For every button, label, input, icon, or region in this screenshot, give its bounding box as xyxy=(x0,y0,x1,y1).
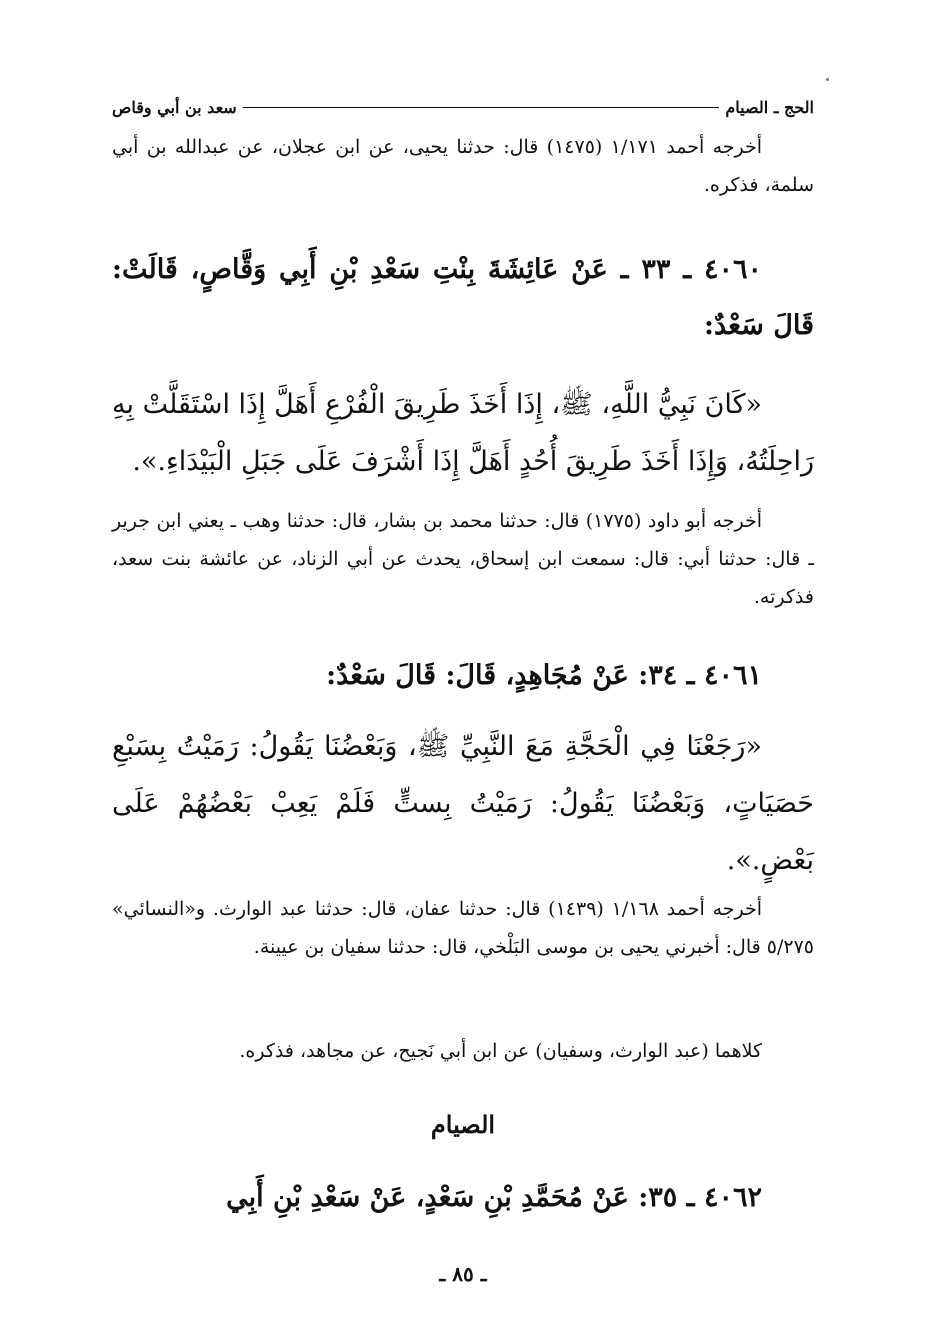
header-companion: سعد بن أبي وقاص xyxy=(112,97,237,117)
hadith-4062-heading: ٤٠٦٢ ـ ٣٥: عَنْ مُحَمَّدِ بْنِ سَعْدٍ، عَنْ سَعْدِ بْنِ أَبِي xyxy=(226,1182,762,1213)
takhrij-4060: أخرجه أبو داود (١٧٧٥) قال: حدثنا محمد بن بشار، قال: حدثنا وهب ـ يعني ابن جرير ـ قال: حدثنا أبي: قال: سمعت ابن إسحاق، يحدث عن أبي الزناد، عن عائشة بنت سعد، فذكرته. xyxy=(112,510,814,608)
hadith-4061-text: «رَجَعْنَا فِي الْحَجَّةِ مَعَ النَّبِيِّ ﷺ، وَبَعْضُنَا يَقُولُ: رَمَيْتُ بِسَبْعِ حَصَيَاتٍ، وَبَعْضُنَا يَقُولُ: رَمَيْتُ بِستٍّ فَلَمْ يَعِبْ بَعْضُهُمْ عَلَى بَعْضٍ.». xyxy=(112,731,814,876)
header-rule xyxy=(243,107,720,108)
takhrij-4061: أخرجه أحمد ١/١٦٨ (١٤٣٩) قال: حدثنا عفان، قال: حدثنا عبد الوارث. و«النسائي» ٥/٢٧٥ قال: أخبرني يحيى بن موسى البَلْخي، قال: حدثنا سفيان بن عيينة. xyxy=(112,898,814,958)
takhrij-4061-summary: كلاهما (عبد الوارث، وسفيان) عن ابن أبي نَجيح، عن مجاهد، فذكره. xyxy=(239,1040,762,1062)
header-chapter: الحج ـ الصيام xyxy=(725,97,814,117)
page-number: ـ ٨٥ ـ xyxy=(439,1262,487,1286)
section-title: الصيام xyxy=(430,1110,496,1139)
hadith-4060-text: «كَانَ نَبِيُّ اللَّهِ، ﷺ، إِذَا أَخَذَ طَرِيقَ الْفُرْعِ أَهَلَّ إِذَا اسْتَقَلَّتْ بِهِ رَاحِلَتُهُ، وَإِذَا أَخَذَ طَرِيقَ أُحُدٍ أَهَلَّ إِذَا أَشْرَفَ عَلَى جَبَلِ الْبَيْدَاءِ.». xyxy=(112,389,814,477)
scan-speck xyxy=(826,78,829,81)
takhrij-4059: أخرجه أحمد ١/١٧١ (١٤٧٥) قال: حدثنا يحيى، عن ابن عجلان، عن عبدالله بن أبي سلمة، فذكره. xyxy=(112,136,814,196)
hadith-4061-heading: ٤٠٦١ ـ ٣٤: عَنْ مُجَاهِدٍ، قَالَ: قَالَ سَعْدٌ: xyxy=(326,660,762,691)
running-header xyxy=(112,92,814,122)
book-page xyxy=(112,0,814,1342)
hadith-4060-heading: ٤٠٦٠ ـ ٣٣ ـ عَنْ عَائِشَةَ بِنْتِ سَعْدِ بْنِ أَبِي وَقَّاصٍ، قَالَتْ: قَالَ سَعْدٌ: xyxy=(112,254,814,341)
